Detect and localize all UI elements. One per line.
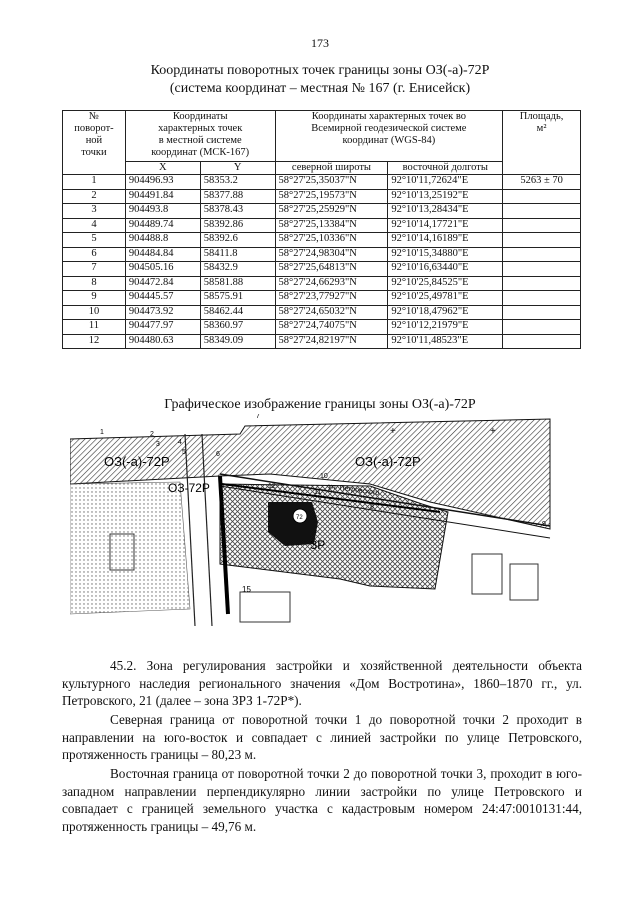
header-area: Площадь, м²: [503, 111, 581, 175]
table-row: 2 904491.84 58377.88 58°27'25,19573"N 92°10'13,25192"E: [63, 189, 581, 204]
zone-map: [70, 414, 570, 626]
table-row: 3 904493.8 58378.43 58°27'25,25929"N 92°10'13,28434"E: [63, 204, 581, 219]
area-value: 5263 ± 70: [503, 175, 581, 190]
table-subtitle: (система координат – местная № 167 (г. Енисейск): [169, 81, 471, 96]
header-lat: северной широты: [275, 162, 388, 175]
zone-label-left: ОЗ(-а)-72Р: [104, 454, 170, 469]
header-lon: восточной долготы: [388, 162, 503, 175]
table-row: 4 904489.74 58392.86 58°27'25,13384"N 92°10'14,17721"E: [63, 218, 581, 233]
table-row: 9 904445.57 58575.91 58°27'23,77927"N 92°10'25,49781"E: [63, 291, 581, 306]
zone-label-small: ОЗ-72Р: [168, 481, 210, 495]
plus-sign: +: [490, 426, 496, 437]
table-title: Координаты поворотных точек границы зоны ОЗ(-а)-72Р: [150, 63, 490, 78]
paragraph-2: Северная граница от поворотной точки 1 до поворотной точки 2 проходит в направлении на юго-восток и совпадает с линией застройки по улице Петровского, протяженность границы – 80,23 м.: [62, 712, 582, 762]
point-label: 2: [150, 431, 154, 438]
street-label: ул. Петровского: [327, 483, 380, 498]
header-local-coords: Координаты характерных точек в местной системе координат (МСК-167): [125, 111, 275, 162]
header-point-number: № поворот- ной точки: [63, 111, 126, 175]
point-label: 4: [178, 439, 182, 446]
point-label: 1: [100, 429, 104, 436]
table-row: 10 904473.92 58462.44 58°27'24,65032"N 92°10'18,47962"E: [63, 305, 581, 320]
table-row: 6 904484.84 58411.8 58°27'24,98304"N 92°10'15,34880"E: [63, 247, 581, 262]
zone-left-dots: [70, 482, 190, 614]
point-label: 8: [370, 504, 374, 511]
point-label: 10: [320, 473, 328, 480]
zone-label-main: ОЗ(-а)-72Р: [355, 454, 421, 469]
header-x: X: [125, 162, 200, 175]
point-label: 9: [542, 521, 546, 528]
point-label: 7: [256, 414, 260, 420]
table-row: 7 904505.16 58432.9 58°27'25,64813"N 92°10'16,63440"E: [63, 262, 581, 277]
header-y: Y: [200, 162, 275, 175]
table-row: 12 904480.63 58349.09 58°27'24,82197"N 92°10'11,48523"E: [63, 334, 581, 349]
point-label: 12: [268, 483, 276, 490]
table-row: 1 904496.93 58353.2 58°27'25,35037"N 92°10'11,72624"E 5263 ± 70: [63, 175, 581, 190]
point-label: 11: [314, 489, 322, 496]
table-row: 5 904488.8 58392.6 58°27'25,10336"N 92°10'14,16189"E: [63, 233, 581, 248]
point-label: 3: [156, 441, 160, 448]
zone-label-center: ЗР: [310, 538, 326, 552]
paragraph-3: Восточная граница от поворотной точки 2 до поворотной точки 3, проходит в юго-западном направлении перпендикулярно линии застройки по улице Петровского и совпадает с границей земельного участка с кадастровым номером 24:47:0010131:44, протяженность границы – 49,76 м.: [62, 766, 582, 834]
header-wgs-coords: Координаты характерных точек во Всемирной геодезической системе координат (WGS-84): [275, 111, 503, 162]
building-number: 72: [296, 515, 303, 521]
plus-sign: +: [390, 426, 396, 437]
page-number: 173: [311, 36, 329, 50]
table-row: 8 904472.84 58581.88 58°27'24,66293"N 92°10'25,84525"E: [63, 276, 581, 291]
paragraph-1: 45.2. Зона регулирования застройки и хозяйственной деятельности объекта культурного наследия регионального значения «Дом Востротина», 1860–1870 гг., ул. Петровского, 21 (далее – зона ЗРЗ 1-72Р*).: [62, 658, 582, 708]
table-row: 11 904477.97 58360.97 58°27'24,74075"N 92°10'12,21979"E: [63, 320, 581, 335]
point-label: 6: [216, 451, 220, 458]
coordinates-table: [62, 110, 581, 349]
point-label: 5: [182, 449, 186, 456]
lot-label: 15: [242, 585, 251, 594]
map-title: Графическое изображение границы зоны ОЗ(-а)-72Р: [164, 397, 476, 412]
